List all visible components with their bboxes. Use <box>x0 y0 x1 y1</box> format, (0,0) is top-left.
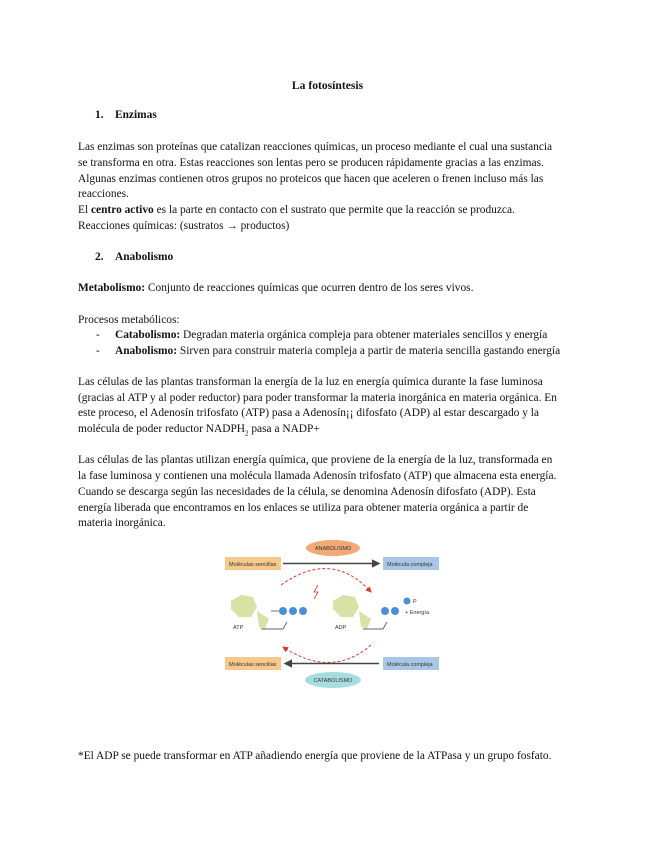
phosphate-circle <box>289 607 297 615</box>
list-bullet: - <box>96 329 100 341</box>
atp-adp-diagram <box>221 537 443 692</box>
red-arrow-bottom <box>283 645 371 663</box>
text: es la parte en contacto con el sustrato que permite que la reacción se produzca. <box>153 204 515 216</box>
paragraph-line: Cuando se descarga según las necesidades de la célula, se denomina Adenosín difosfato (ADP). Esta <box>78 486 536 498</box>
text: Sirven para construir materia compleja a partir de materia sencilla gastando energía <box>177 345 561 357</box>
paragraph-line: Algunas enzimas contienen otros grupos no proteicos que hacen que aceleren o frenen incluso más las <box>78 173 544 185</box>
energia-label: + Energía <box>405 610 430 616</box>
phosphate-circle <box>391 607 399 615</box>
subscript: 2 <box>245 429 249 438</box>
atp-adp-diagram-svg <box>221 537 443 692</box>
metabolism-line <box>78 281 473 295</box>
lightning-icon <box>314 585 318 599</box>
phosphate-circle <box>279 607 287 615</box>
text: molécula de poder reductor NADPH <box>78 423 246 435</box>
paragraph-line: Las células de las plantas transforman la energía de la luz en energía química durante la fase luminosa <box>78 376 543 388</box>
list-bullet: - <box>96 345 100 357</box>
paragraph-line: (gracias al ATP y al poder reductor) para poder transformar la materia inorgánica en materia orgánica. En <box>78 392 557 404</box>
phosphate-circle <box>381 607 389 615</box>
bold-term: Metabolismo: <box>78 282 146 294</box>
mol-sencillas-top-label: Moléculas sencillas <box>229 562 277 568</box>
paragraph-line <box>78 422 320 440</box>
text: pasa a NADP+ <box>248 423 320 435</box>
bold-term: centro activo <box>90 204 154 216</box>
adp-molecule-shape <box>333 595 359 617</box>
section-1-number: 1. <box>95 109 104 121</box>
active-site-line <box>78 203 515 217</box>
atp-molecule-shape <box>231 595 257 617</box>
paragraph-line: Las células de las plantas utilizan energía química, que proviene de la energía de la luz, transformada en <box>78 454 553 466</box>
paragraph-line: se transforma en otra. Estas reacciones son lentas pero se producen rápidamente gracias a las enzimas. <box>78 157 544 169</box>
text: Conjunto de reacciones químicas que ocurren dentro de los seres vivos. <box>145 282 474 294</box>
list-item <box>115 344 560 358</box>
page-title: La fotosíntesis <box>291 79 364 92</box>
processes-label: Procesos metabólicos: <box>78 314 180 326</box>
footnote: *El ADP se puede transformar en ATP añadiendo energía que proviene de la ATPasa y un grupo fosfato. <box>78 750 552 762</box>
mol-compleja-bottom-label: Molécula compleja <box>387 662 433 668</box>
reactions-line: Reacciones químicas: (sustratos → productos) <box>78 220 290 232</box>
text: El <box>78 204 91 216</box>
bold-term: Catabolismo: <box>115 329 181 341</box>
atp-label: ATP <box>233 625 244 631</box>
red-arrow-top <box>281 569 371 592</box>
paragraph-line: este proceso, el Adenosín trifosfato (ATP) pasa a Adenosín¡¡ difosfato (ADP) al estar descargado y la <box>78 407 539 419</box>
section-1-heading: Enzimas <box>115 109 157 121</box>
p-label: P <box>413 599 417 605</box>
phosphate-circle <box>299 607 307 615</box>
paragraph-line: materia inorgánica. <box>78 517 166 529</box>
phosphate-circle <box>404 598 411 605</box>
section-2-number: 2. <box>95 251 104 263</box>
paragraph-line: la fase luminosa y contienen una molécula llamada Adenosín trifosfato (ATP) que almacena esta energía. <box>78 470 557 482</box>
paragraph-line: reacciones. <box>78 188 129 200</box>
catabolismo-label: CATABOLISMO <box>313 678 353 684</box>
paragraph-line: Las enzimas son proteínas que catalizan reacciones químicas, un proceso mediante el cual una sustancia <box>78 141 553 153</box>
adp-label: ADP <box>335 625 347 631</box>
anabolismo-label: ANABOLISMO <box>314 546 352 552</box>
bold-term: Anabolismo: <box>115 345 178 357</box>
list-item <box>115 328 547 342</box>
paragraph-line: energía liberada que encontramos en los enlaces se utiliza para obtener materia orgánica a partir de <box>78 502 529 514</box>
mol-compleja-top-label: Molécula compleja <box>387 562 433 568</box>
mol-sencillas-bottom-label: Moléculas sencillas <box>229 662 277 668</box>
text: Degradan materia orgánica compleja para obtener materiales sencillos y energía <box>180 329 548 341</box>
section-2-heading: Anabolismo <box>115 251 174 263</box>
